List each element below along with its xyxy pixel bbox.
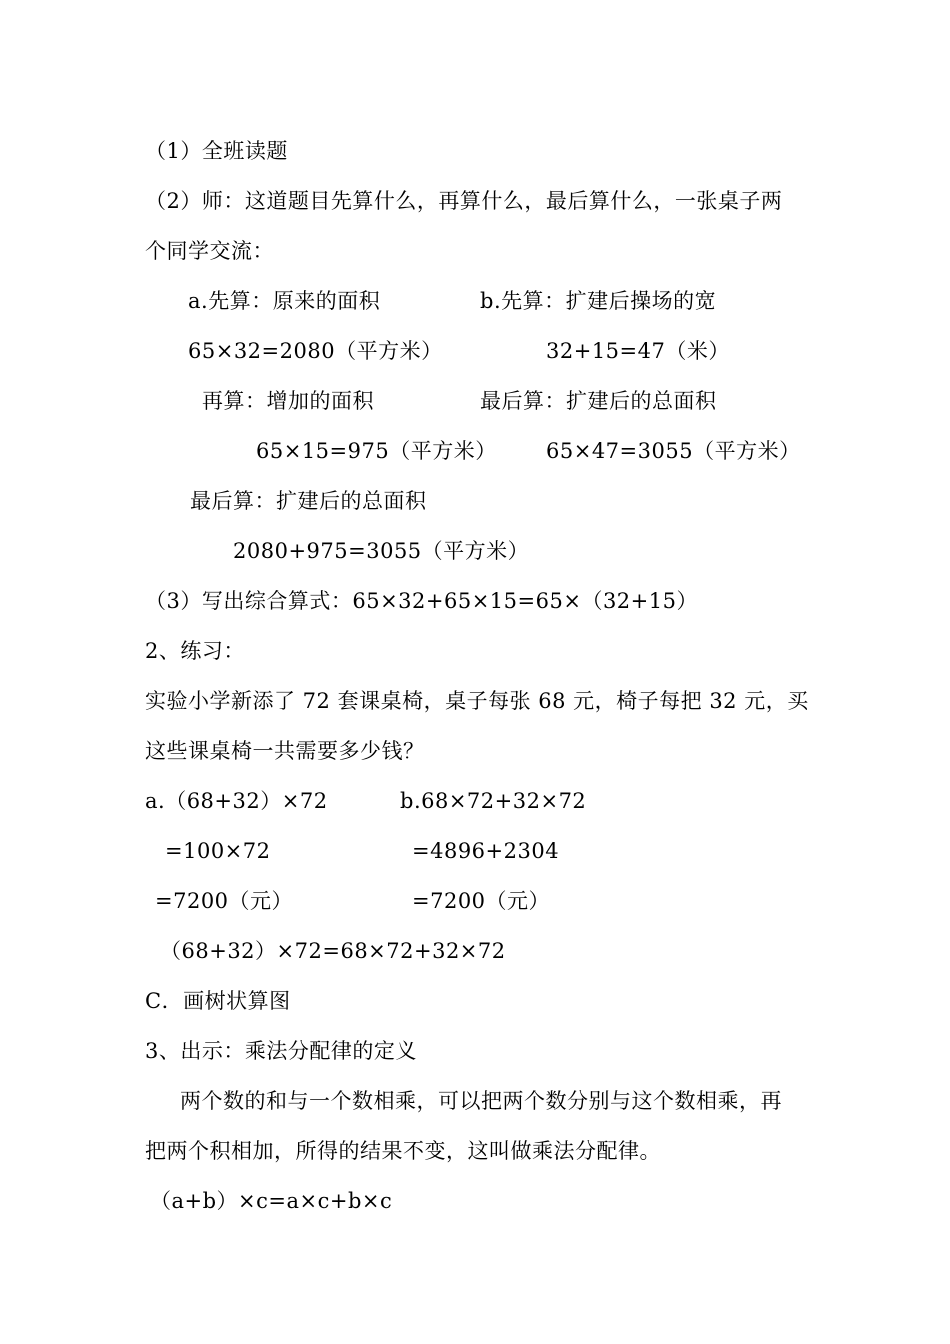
definition-heading: 3、出示：乘法分配律的定义 xyxy=(145,1039,417,1063)
distributive-equality: （68+32）×72=68×72+32×72 xyxy=(160,939,506,963)
step-2-text-line1: （2）师：这道题目先算什么，再算什么，最后算什么，一张桌子两 xyxy=(145,189,783,213)
step-2-text-line2: 个同学交流： xyxy=(145,239,274,263)
definition-text-line2: 把两个积相加，所得的结果不变，这叫做乘法分配律。 xyxy=(145,1139,661,1163)
solution-a-step2: =100×72 xyxy=(165,839,271,863)
method-a-last-calc: 2080+975=3055（平方米） xyxy=(233,539,530,563)
step-1-text: （1）全班读题 xyxy=(145,139,288,163)
solution-b-step2: =4896+2304 xyxy=(412,839,560,863)
solution-b-step1: b.68×72+32×72 xyxy=(400,789,587,813)
step-3-text: （3）写出综合算式：65×32+65×15=65×（32+15） xyxy=(145,589,698,613)
problem-text-line2: 这些课桌椅一共需要多少钱？ xyxy=(145,739,425,763)
method-a-first-calc: 65×32=2080（平方米） xyxy=(188,339,443,363)
distributive-formula: （a+b）×c=a×c+b×c xyxy=(150,1189,393,1213)
method-b-first-calc: 32+15=47（米） xyxy=(546,339,730,363)
problem-text-line1: 实验小学新添了 72 套课桌椅，桌子每张 68 元，椅子每把 32 元，买 xyxy=(145,689,809,713)
method-a-last-label: 最后算：扩建后的总面积 xyxy=(190,489,427,513)
solution-a-step3: =7200（元） xyxy=(155,889,294,913)
method-a-then-label: 再算：增加的面积 xyxy=(202,389,374,413)
method-b-first-label: b.先算：扩建后操场的宽 xyxy=(480,289,717,313)
method-a-first-label: a.先算：原来的面积 xyxy=(188,289,381,313)
method-a-then-calc: 65×15=975（平方米） xyxy=(256,439,497,463)
solution-b-step3: =7200（元） xyxy=(412,889,551,913)
method-b-last-label: 最后算：扩建后的总面积 xyxy=(480,389,717,413)
solution-a-step1: a.（68+32）×72 xyxy=(145,789,328,813)
practice-heading: 2、练习： xyxy=(145,639,245,663)
tree-diagram-item: C．画树状算图 xyxy=(145,989,291,1013)
definition-text-line1: 两个数的和与一个数相乘，可以把两个数分别与这个数相乘，再 xyxy=(180,1089,782,1113)
method-b-last-calc: 65×47=3055（平方米） xyxy=(546,439,801,463)
